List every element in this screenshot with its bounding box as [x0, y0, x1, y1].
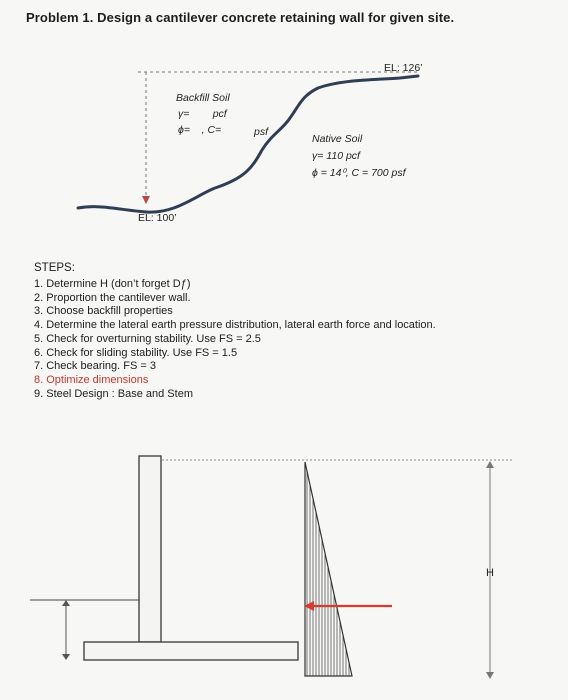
step-item-highlight: 8. Optimize dimensions	[34, 373, 149, 386]
native-heading: Native Soil	[312, 133, 363, 145]
pressure-distribution-triangle	[305, 462, 352, 676]
problem-title: Problem 1. Design a cantilever concrete retaining wall for given site.	[26, 10, 455, 25]
step-item: 3. Choose backfill properties	[34, 305, 173, 318]
backfill-heading: Backfill Soil	[176, 92, 230, 104]
native-phi-c: ϕ = 14⁰, C = 700 psf	[312, 167, 406, 179]
step-item: 1. Determine H (don’t forget Dƒ)	[34, 278, 191, 290]
top-elevation-label: EL: 126’	[384, 62, 423, 74]
h-dimension-label: H	[486, 567, 494, 579]
step-item: 5. Check for overturning stability. Use FS = 2.5	[34, 332, 261, 345]
wall-stem	[139, 456, 161, 642]
backfill-phi-c: ϕ= , C=	[178, 124, 222, 136]
arrow-up-icon	[62, 600, 70, 606]
step-item: 2. Proportion the cantilever wall.	[34, 291, 191, 304]
wall-base	[84, 642, 298, 660]
step-item: 9. Steel Design : Base and Stem	[34, 387, 193, 400]
bottom-elevation-label: EL: 100’	[138, 212, 177, 224]
backfill-gamma: γ= pcf	[178, 108, 227, 120]
step-item: 4. Determine the lateral earth pressure distribution, lateral earth force and location.	[34, 319, 436, 332]
native-gamma: γ= 110 pcf	[312, 150, 360, 162]
step-item: 6. Check for sliding stability. Use FS = 1.5	[34, 346, 238, 359]
backfill-psf: psf	[254, 126, 269, 138]
step-item: 7. Check bearing. FS = 3	[34, 360, 156, 373]
steps-heading: STEPS:	[34, 262, 75, 274]
arrow-down-icon	[486, 672, 494, 679]
arrow-up-icon	[486, 461, 494, 468]
arrow-down-icon	[62, 654, 70, 660]
